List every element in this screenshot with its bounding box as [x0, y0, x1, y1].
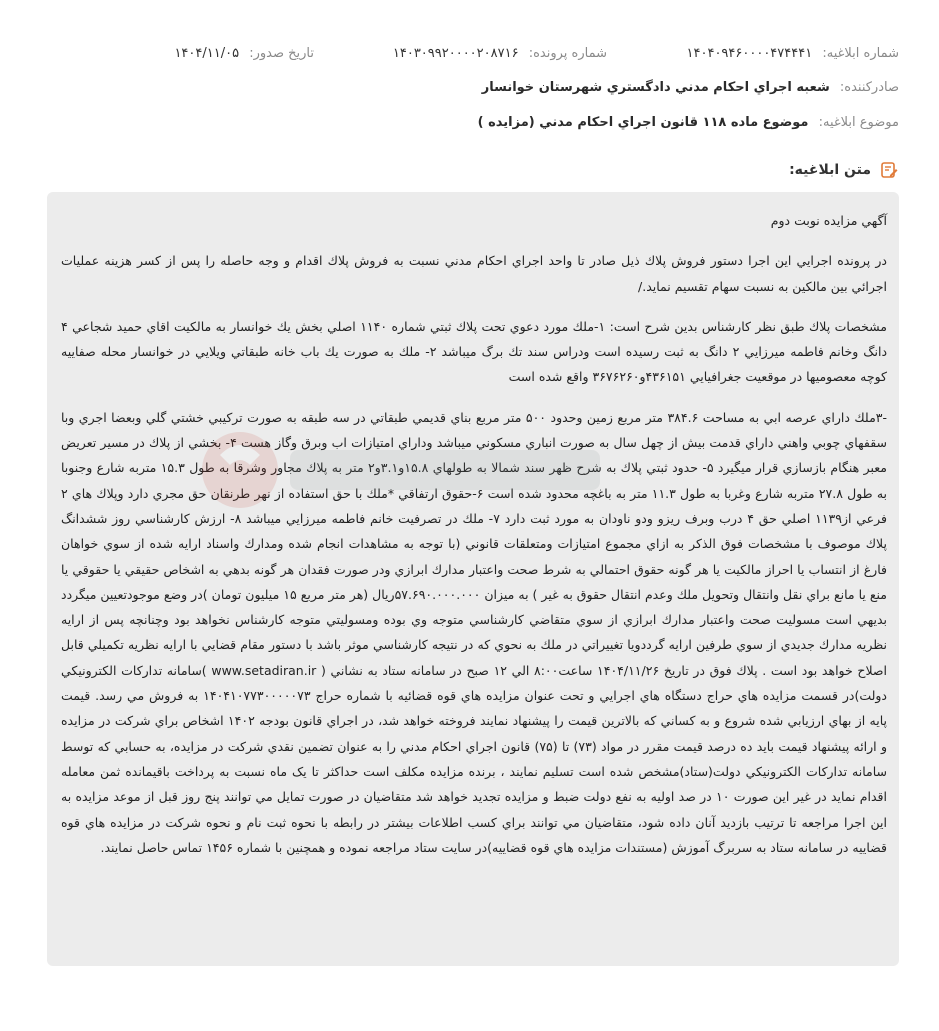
notice-text-header	[789, 160, 899, 180]
notice-text-title: متن ابلاغيه:	[789, 162, 871, 178]
notice-meta-row	[40, 46, 899, 68]
paragraph: در پرونده اجرايي اين اجرا دستور فروش پلاك ذيل صادر تا واحد اجراي احكام مدني نسبت به فروش پلاك اقدام و وجه حاصله را پس از كسر هزينه عمليات اجرائي بين مالكين به نسبت سهام تقسيم نمايد./	[61, 253, 887, 294]
notice-number-label: شماره ابلاغيه:	[822, 46, 899, 61]
notice-text-panel	[47, 192, 899, 966]
case-number	[393, 46, 607, 61]
issuer	[482, 80, 899, 95]
issue-date-value: ۱۴۰۴/۱۱/۰۵	[174, 46, 240, 61]
paragraph: مشخصات پلاك طبق نظر كارشناس بدين شرح است: ۱-ملك مورد دعوي تحت پلاك ثبتي شماره ۱۱۴۰ اصلي بخش يك خوانسار به مالكيت اقاي حميد شجاعي ۴ دانگ وخانم فاطمه ميرزايي ۲ دانگ به ثبت رسيده است ودراس سند تك برگ ميباشد ۲- ملك به صورت يك باب خانه طبقاتي ويلايي در خوانسار محله صفاييه كوچه معصوميها در موقعيت جغرافيايي ۴۳۶۱۵۱و۳۶۷۶۲۶۰ واقع شده است	[61, 318, 888, 385]
document-edit-icon	[879, 160, 899, 180]
issuer-label: صادرکننده:	[839, 80, 899, 95]
notice-subject	[478, 115, 899, 130]
notice-number	[687, 46, 899, 61]
case-number-label: شماره پرونده:	[528, 46, 607, 61]
subject-value: موضوع ماده ۱۱۸ قانون اجراي احكام مدني (مزايده )	[477, 115, 809, 130]
case-number-value: ۱۴۰۳۰۹۹۲۰۰۰۰۲۰۸۷۱۶	[392, 46, 519, 61]
issue-date-label: تاريخ صدور:	[249, 46, 314, 61]
issue-date	[174, 46, 314, 61]
subject-label: موضوع ابلاغيه:	[818, 115, 899, 130]
paragraph: -۳ملك داراي عرصه ابي به مساحت ۳۸۴.۶ متر مربع زمين وحدود ۵۰۰ متر مربع بناي قديمي طبقاتي در سه طبقه به صورت تركيبي خشتي گلي وبعضا اجري وبا سقفهاي چوبي واهني داراي قدمت بيش از چهل سال به صورت انباري مسكوني ميباشد وداراي امتيازات اب وبرق وگاز هست ۴- بخشي از پلاك در مسير تعريض معبر هنگام بازسازي قرار ميگيرد ۵- حدود ثبتي پلاك به شرح ظهر سند شمالا به طولهاي ۱۵.۸و۳.۱و۲ متر به پلاك مجاور وشرقا به طول ۱۵.۳ متربه شارع وجنوبا به طول ۲۷.۸ متربه شارع وغربا به طول ۱۱.۳ متر به باغچه محدود شده است ۶-حقوق ارتفاقي *ملك با حق استفاده از نهر طرنقان حق مجري دارد وپلاك هاي ۲ فرعي از۱۱۳۹ اصلي حق ۴ درب وبرف ريزو ودو ناودان به مورد ثبت دارد ۷- ملك در تصرفيت خانم فاطمه ميرزايي ميباشد ۸- ارزش كارشناسي روز ششدانگ پلاك موصوف با مشخصات فوق الذكر به ازاي مجموع امتيازات ومتعلقات قانوني (با توجه به مشاهدات انجام شده ومدارك واسناد ارايه شده از سوي خواهان فارغ از انتساب يا احراز مالكيت يا هر گونه حقوق احتمالي به شرط صحت واعتبار مدارك ابرازي ودر صورت فقدان هر گونه بدهي به اشخاص حقيقي يا حقوقي يا منع يا مانع براي نقل وانتقال وتحويل ملك وعدم انتقال حقوق به غير ) به ميزان ۵۷.۶۹۰.۰۰۰.۰۰۰ريال (هر متر مربع ۱۵ ميليون تومان )در وضع موجودتعيين ميگردد بديهي است مسوليت صحت واعتبار مدارك ابرازي از سوي متقاضي كارشناسي متوجه وي بوده ومسوليتي متوجه كارشناس نخواهد بود وچنانچه پس از ارايه نظريه مدارك جديدي از سوي طرفين ارايه گرددويا تغييراتي در ملك به نحوي كه در نتيجه كارشناسي موثر باشد با دستور مقام قضايي با ارايه نظريه تكميلي قابل اصلاح خواهد بود است . پلاك فوق در تاريخ ۱۴۰۴/۱۱/۲۶ ساعت۸:۰۰ الي ۱۲ صبح در سامانه ستاد به نشاني ( www.setadiran.ir )سامانه تداركات الكترونيكي دولت)در قسمت مزايده هاي حراج دستگاه هاي اجرايي و تحت عنوان مزايده هاي قوه قضائيه با شماره حراج ۱۴۰۴۱۰۷۷۳۰۰۰۰۰۷۳ به فروش مي رسد. قيمت پايه از بهاي ارزيابي شده شروع و به كساني كه بالاترين قيمت را پيشنهاد نمايند فروخته خواهد شد، در اجراي قانون بودجه ۱۴۰۲ اشخاص براي شركت در مزايده و ارائه پيشنهاد قيمت بايد ده درصد قيمت مقرر در مواد (۷۳) تا (۷۵) قانون اجراي احكام مدني را به عنوان تضمين نقدي شركت در مزايده، به حسابي كه توسط سامانه تداركات الكترونيكي دولت(ستاد)مشخص شده است تسليم نمايند ، برنده مزايده مكلف است حداكثر تا يک ماه نسبت به پرداخت باقيمانده ثمن معامله اقدام نمايد در غير اين صورت ۱۰ در صد اوليه به نفع دولت ضبط و مزايده تجديد خواهد شد متقاضيان در صورت تمايل مي توانند پنج روز قبل از موعد مزايده به اين اجرا مراجعه تا ترتيب بازديد آنان داده شود، متقاضيان مي توانند براي كسب اطلاعات بيشتر در رابطه با نحوه ثبت نام و نحوه شركت در مزايده هاي قوه قضاييه در سامانه ستاد به سربرگ آموزش (مستندات مزايده هاي قوه قضاييه)در سايت ستاد مراجعه نموده و همچنين با شماره ۱۴۵۶ تماس حاصل نمايند.	[61, 409, 888, 855]
paragraph: آگهي مزايده نوبت دوم	[770, 213, 887, 228]
notice-number-value: ۱۴۰۴۰۹۴۶۰۰۰۰۴۷۴۴۴۱	[686, 46, 813, 61]
issuer-value: شعبه اجراي احكام مدني دادگستري شهرستان خوانسار	[481, 80, 830, 95]
notice-text-content	[47, 192, 899, 885]
